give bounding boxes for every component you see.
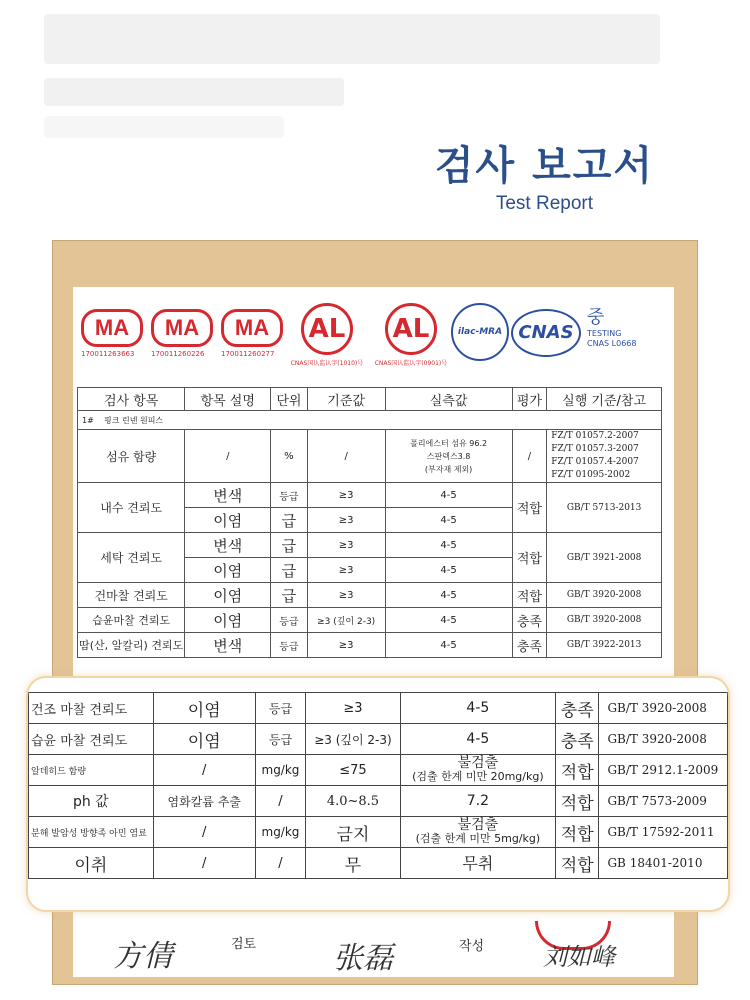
cell-item: 습윤 마찰 견뢰도 [29,724,154,755]
cell-std: ≥3 [307,583,385,608]
cell-std: 금지 [306,817,401,848]
cell-item: 습윤마찰 견뢰도 [78,608,185,633]
cell-eval: 충족 [555,693,599,724]
al-number: CNAS国认监认字(0901)号 [374,360,448,367]
title-korean: 검사 보고서 [434,143,654,189]
measured-value: 4-5 [466,730,490,747]
cell-std: ≥3 [307,508,385,533]
cell-ref: GB/T 3920-2008 [547,583,662,608]
report-title [435,134,654,215]
cell-ref: GB/T 3921-2008 [547,533,662,583]
cell-measured [400,786,555,817]
table-row [78,633,662,658]
cell-unit: % [271,430,308,483]
cell-item: 세탁 견뢰도 [78,533,185,583]
cell-std: 무 [306,848,401,879]
cell-desc: 이염 [185,583,271,608]
certification-logos [81,287,666,375]
cell-std: ≥3 [306,693,401,724]
cell-std: ≥3 [307,533,385,558]
table-header-row [78,388,662,411]
cell-unit: 등급 [271,633,308,658]
cell-item: 내수 견뢰도 [78,483,185,533]
table-row [78,430,662,483]
col-header: 검사 항목 [78,388,185,411]
cell-eval: 적합 [512,533,547,583]
cell-std: / [307,430,385,483]
cell-unit: mg/kg [255,755,305,786]
cell-ref: GB/T 2912.1-2009 [599,755,728,786]
col-header: 실행 기준/참고 [547,388,662,411]
cell-measured: 4-5 [385,508,512,533]
table-row [29,693,728,724]
cell-unit: 등급 [255,724,305,755]
col-header: 평가 [512,388,547,411]
cell-measured [400,848,555,879]
col-header: 항목 설명 [185,388,271,411]
cell-unit: 등급 [255,693,305,724]
blurred-text-line [44,14,660,64]
ma-mark: MA [81,309,143,347]
cell-item: ph 값 [29,786,154,817]
cell-eval: 적합 [555,848,599,879]
cell-measured: 폴리에스터 섬유 96.2 스판덱스3.8 (부자재 제외) [385,430,512,483]
cell-ref: GB/T 17592-2011 [599,817,728,848]
cell-ref: GB/T 3920-2008 [547,608,662,633]
cell-std: ≥3 [307,633,385,658]
cell-eval: 적합 [555,786,599,817]
cell-measured: 4-5 [385,608,512,633]
cell-measured: 4-5 [385,633,512,658]
cell-ref: GB/T 5713-2013 [547,483,662,533]
cell-desc: 염화칼륨 추출 [153,786,255,817]
cell-eval: / [512,430,547,483]
cell-item: 알데히드 함량 [29,755,154,786]
cnas-caption-line2: CNAS L0668 [587,339,637,348]
table-row [78,583,662,608]
al-logo [371,303,451,367]
al-number: CNAS国认监认字(1010)号 [290,360,364,367]
table-row [29,724,728,755]
measured-value: 불검출 [457,817,499,833]
cell-eval: 충족 [555,724,599,755]
measured-value: 불검출 [457,755,499,771]
cell-measured: 4-5 [385,558,512,583]
cell-item: 건마찰 견뢰도 [78,583,185,608]
cell-unit: 급 [271,508,308,533]
cell-measured: 4-5 [385,483,512,508]
cell-eval: 적합 [555,755,599,786]
cell-desc: / [153,848,255,879]
cell-measured [400,693,555,724]
cell-desc: 이염 [185,508,271,533]
cell-item: 땀(산, 알칼리) 견뢰도 [78,633,185,658]
sample-name: 핑크 린넨 원피스 [103,415,164,425]
cell-unit: 급 [271,533,308,558]
ma-number: 170011260226 [151,350,205,358]
cell-unit: 급 [271,583,308,608]
cell-desc: / [153,817,255,848]
col-header: 실측값 [385,388,512,411]
cell-desc: 변색 [185,633,271,658]
cell-std: ≤75 [306,755,401,786]
cell-desc: / [185,430,271,483]
cell-unit: 급 [271,558,308,583]
review-label: 검토 [231,937,257,952]
cell-eval: 충족 [512,633,547,658]
cell-item: 분해 발암성 방향족 아민 염료 [29,817,154,848]
report-table [77,387,662,658]
ma-logo [81,309,143,358]
sample-row [78,411,662,430]
ma-number: 170011260277 [221,350,275,358]
cell-ref: GB/T 7573-2009 [599,786,728,817]
cnas-caption [587,307,636,349]
cell-measured: 4-5 [385,583,512,608]
cell-eval: 충족 [512,608,547,633]
cell-item: 섬유 함량 [78,430,185,483]
cell-desc: 변색 [185,483,271,508]
zoomed-table-card [26,676,730,912]
cell-std: ≥3 (깊이 2-3) [307,608,385,633]
cell-std: ≥3 [307,558,385,583]
cell-ref: FZ/T 01057.2-2007 FZ/T 01057.3-2007 FZ/T 01057.4-2007 FZ/T 01095-2002 [547,430,662,483]
table-row [29,817,728,848]
sample-index: 1# [82,415,94,425]
cell-desc: 이염 [153,724,255,755]
cell-ref: GB/T 3920-2008 [599,693,728,724]
cell-std: ≥3 (깊이 2-3) [306,724,401,755]
table-row [29,848,728,879]
cell-desc: 이염 [185,608,271,633]
ilac-mra-logo: ilac-MRA [451,303,509,361]
cell-ref: GB/T 3920-2008 [599,724,728,755]
cell-desc: 이염 [153,693,255,724]
measured-value: 무취 [462,853,494,873]
table-row [78,533,662,558]
measured-value: 7.2 [466,792,489,809]
cell-item: 건조 마찰 견뢰도 [29,693,154,724]
signature-image: 刘如峰 [543,943,615,971]
ma-logo [221,309,283,358]
measured-note: (검출 한계 미만 20mg/kg) [412,770,544,783]
cell-unit: 등급 [271,483,308,508]
cell-unit: mg/kg [255,817,305,848]
cell-measured: 4-5 [385,533,512,558]
blurred-text-line [44,116,284,138]
cell-unit: / [255,848,305,879]
al-logo [287,303,367,367]
zoomed-table [28,692,728,879]
cell-ref: GB/T 3922-2013 [547,633,662,658]
signature-area [73,927,674,977]
cell-unit: / [255,786,305,817]
measured-note: (검출 한계 미만 5mg/kg) [415,832,541,845]
table-row [29,786,728,817]
cell-ref: GB 18401-2010 [599,848,728,879]
col-header: 기준값 [307,388,385,411]
cell-desc: / [153,755,255,786]
col-header: 단위 [271,388,308,411]
cell-std: 4.0~8.5 [306,786,401,817]
ma-number: 170011263663 [81,350,135,358]
cell-eval: 적합 [512,483,547,533]
al-mark: AL [385,303,437,355]
table-row [29,755,728,786]
author-label: 작성 [459,939,485,954]
title-english: Test Report [495,193,593,214]
table-row [78,483,662,508]
cell-measured [400,724,555,755]
table-row [78,608,662,633]
cell-desc: 이염 [185,558,271,583]
ma-logo [151,309,213,358]
cnas-caption-line1: TESTING [587,329,622,338]
signature-image: 方倩 [113,939,173,974]
cell-item: 이취 [29,848,154,879]
cell-measured [400,755,555,786]
cell-eval: 적합 [555,817,599,848]
cnas-logo: CNAS [511,309,581,357]
cell-std: ≥3 [307,483,385,508]
ma-mark: MA [151,309,213,347]
blurred-text-line [44,78,344,106]
al-mark: AL [301,303,353,355]
cnas-caption-big: 중 [587,307,605,328]
measured-value: 4-5 [466,699,490,716]
ma-mark: MA [221,309,283,347]
cell-desc: 변색 [185,533,271,558]
cell-measured [400,817,555,848]
signature-image: 张磊 [333,941,393,976]
cell-eval: 적합 [512,583,547,608]
cell-unit: 등급 [271,608,308,633]
